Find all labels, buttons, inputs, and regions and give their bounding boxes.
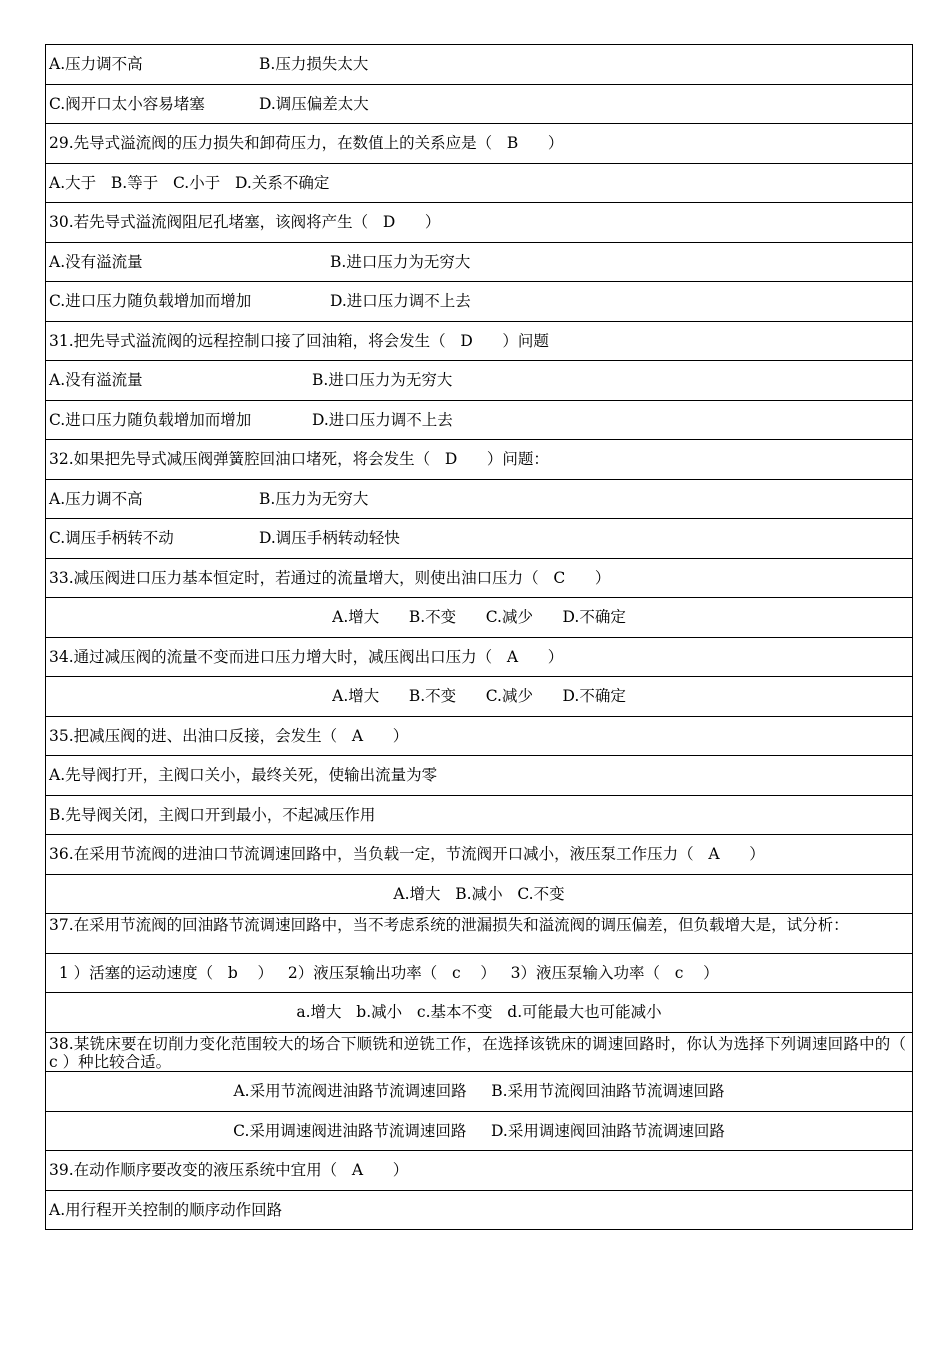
option-row: A.增大 B.不变 C.减少 D.不确定 bbox=[46, 677, 912, 717]
option-cell: C.进口压力随负载增加而增加 bbox=[49, 292, 252, 310]
option-cell: C.调压手柄转不动 bbox=[49, 529, 174, 547]
option-row: C.采用调速阀进油路节流调速回路 D.采用调速阀回油路节流调速回路 bbox=[46, 1112, 912, 1152]
option-cell: C.进口压力随负载增加而增加 bbox=[49, 410, 252, 429]
question-row: 38.某铣床要在切削力变化范围较大的场合下顺铣和逆铣工作，在选择该铣床的调速回路时，你认为选择下列调速回路中的（ c ）种比较合适。 bbox=[46, 1033, 912, 1073]
table-row bbox=[46, 282, 912, 322]
option-cell: D.进口压力调不上去 bbox=[330, 292, 471, 310]
option-cell: C.阀开口太小容易堵塞 bbox=[49, 94, 205, 113]
option-row: A.大于 B.等于 C.小于 D.关系不确定 bbox=[46, 164, 912, 204]
question-row: 39.在动作顺序要改变的液压系统中宜用（ A ） bbox=[46, 1151, 912, 1191]
option-row: A.先导阀打开，主阀口关小，最终关死，使输出流量为零 bbox=[46, 756, 912, 796]
option-cell: A.没有溢流量 bbox=[49, 252, 143, 271]
question-row: 31.把先导式溢流阀的远程控制口接了回油箱，将会发生（ D ）问题 bbox=[46, 322, 912, 362]
table-row bbox=[46, 85, 912, 125]
option-cell: B.进口压力为无穷大 bbox=[330, 252, 471, 271]
table-row bbox=[46, 361, 912, 401]
option-row: A.采用节流阀进油路节流调速回路 B.采用节流阀回油路节流调速回路 bbox=[46, 1072, 912, 1112]
option-cell: D.调压手柄转动轻快 bbox=[259, 529, 400, 547]
question-row: 34.通过减压阀的流量不变而进口压力增大时，减压阀出口压力（ A ） bbox=[46, 638, 912, 678]
question-table bbox=[45, 44, 913, 1230]
option-cell: D.进口压力调不上去 bbox=[312, 410, 453, 429]
option-row: A.增大 B.减小 C.不变 bbox=[46, 875, 912, 915]
sub-question-row: 1 ）活塞的运动速度（ b ） 2）液压泵输出功率（ c ） 3）液压泵输入功率（ c ） bbox=[46, 954, 912, 994]
question-row: 36.在采用节流阀的进油口节流调速回路中，当负载一定，节流阀开口减小，液压泵工作压力（ A ） bbox=[46, 835, 912, 875]
option-row: B.先导阀关闭，主阀口开到最小，不起减压作用 bbox=[46, 796, 912, 836]
option-cell: B.压力为无穷大 bbox=[259, 489, 369, 508]
option-cell: A.没有溢流量 bbox=[49, 371, 143, 389]
table-row bbox=[46, 401, 912, 441]
table-row bbox=[46, 45, 912, 85]
question-row: 33.减压阀进口压力基本恒定时，若通过的流量增大，则使出油口压力（ C ） bbox=[46, 559, 912, 599]
option-cell: A.压力调不高 bbox=[49, 55, 143, 73]
option-row: a.增大 b.减小 c.基本不变 d.可能最大也可能减小 bbox=[46, 993, 912, 1033]
option-cell: B.进口压力为无穷大 bbox=[312, 371, 453, 389]
question-row: 30.若先导式溢流阀阻尼孔堵塞，该阀将产生（ D ） bbox=[46, 203, 912, 243]
question-row: 32.如果把先导式减压阀弹簧腔回油口堵死，将会发生（ D ）问题： bbox=[46, 440, 912, 480]
table-row bbox=[46, 519, 912, 559]
question-row: 29.先导式溢流阀的压力损失和卸荷压力，在数值上的关系应是（ B ） bbox=[46, 124, 912, 164]
option-row: A.用行程开关控制的顺序动作回路 bbox=[46, 1191, 912, 1231]
option-cell: B.压力损失太大 bbox=[259, 55, 369, 73]
option-row: A.增大 B.不变 C.减少 D.不确定 bbox=[46, 598, 912, 638]
option-cell: A.压力调不高 bbox=[49, 489, 143, 508]
option-cell: D.调压偏差太大 bbox=[259, 94, 369, 113]
table-row bbox=[46, 480, 912, 520]
question-row: 37.在采用节流阀的回油路节流调速回路中，当不考虑系统的泄漏损失和溢流阀的调压偏差，但负载增大是，试分析： bbox=[46, 914, 912, 954]
table-row bbox=[46, 243, 912, 283]
question-row: 35.把减压阀的进、出油口反接，会发生（ A ） bbox=[46, 717, 912, 757]
